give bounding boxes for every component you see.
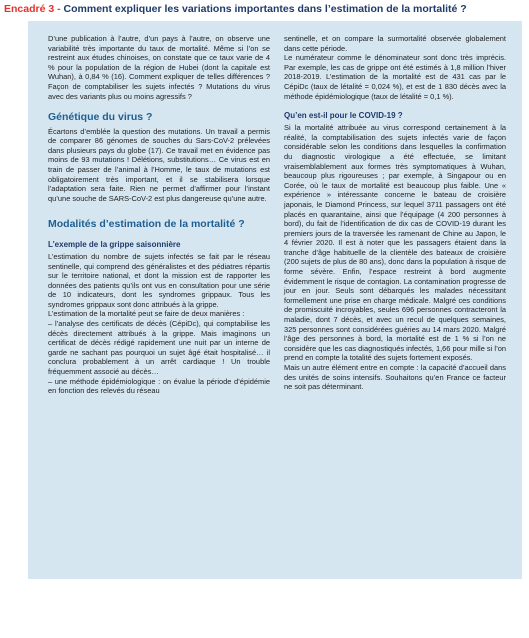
flu-paragraph-4: – une méthode épidémiologique : on évalue la période d’épidémie en fonction des relevés du réseau: [48, 376, 270, 396]
box-header: [0, 0, 529, 18]
left-column: [48, 34, 270, 396]
genetic-paragraph: Écartons d’emblée la question des mutations. Un travail a permis de comparer 86 génomes de souches du Sars-CoV-2 prélevées dans plusieurs pays du globe (17). Ce travail met en évidence pas moins de 93 mutations ! Délétions, substitutions… Ce virus est en train de passer de l’animal à l’Homme, le taux de mutations est obligatoirement très important, et il se stabilisera lorsque l’adaptation sera faite. Rien ne permet d’affirmer pour l’instant qu’une souche de SARS-CoV-2 est plus dangereuse qu’une autre.: [48, 126, 270, 203]
heading-covid: Qu’en est-il pour le COVID-19 ?: [284, 111, 403, 121]
flu-continued-1: sentinelle, et on compare la surmortalité observée globalement dans cette période.: [284, 34, 506, 53]
covid-paragraph-2: Mais un autre élément entre en compte : la capacité d’accueil dans des unités de soins intensifs. Souhaitons qu’en France ce facteur ne soit pas déterminant.: [284, 363, 506, 392]
flu-paragraph-1: L’estimation du nombre de sujets infectés se fait par le réseau sentinelle, qui comprend des généralistes et des pédiatres répartis sur le territoire national, et dont la mission est de rapporter les données des patients qu’ils ont vus en consultation pour une série de 10 indicateurs, dont les syndromes grippaux. Tous les syndromes grippaux sont donc attribués à la grippe.: [48, 251, 270, 309]
two-columns: [48, 34, 506, 396]
right-column: [284, 34, 506, 396]
box-label: Encadré 3 -: [4, 3, 61, 15]
heading-flu: L’exemple de la grippe saisonnière: [48, 239, 181, 249]
intro-paragraph: D’une publication à l’autre, d’un pays à l’autre, on observe une variabilité très importante du taux de mortalité. Même si l’on se restreint aux études chinoises, on constate que ce taux varie de 4 % pour la population de la région de Hubei (dont la capitale est Wuhan), à 0,84 % (16). Comment expliquer de telles différences ? Façon de comptabiliser les sujets infectés ? Mutations du virus avec des variants plus ou moins agressifs ?: [48, 34, 270, 101]
heading-methods: Modalités d’estimation de la mortalité ?: [48, 218, 245, 231]
heading-genetic: Génétique du virus ?: [48, 111, 153, 124]
flu-continued-2: Le numérateur comme le dénominateur sont donc très imprécis. Par exemple, les cas de grippe ont été estimés à 1,8 million l’hiver 2018-2019. L’estimation de la mortalité est de 431 cas par le CépiDc (taux de létalité = 0,024 %), et est de 1 830 décès avec la méthode épidémiologique (taux de létalité = 0,1 %).: [284, 53, 506, 101]
flu-paragraph-2: L’estimation de la mortalité peut se faire de deux manières :: [48, 309, 245, 319]
flu-paragraph-3: – l’analyse des certificats de décès (CépiDc), qui comptabilise les décès directement attribués à la grippe. Mais imaginons un certificat de décès rédigé rapidement une nuit par un interne de garde ne sachant pas pourquoi un sujet âgé était hospitalisé… il conclura probablement à un arrêt cardiaque ! Un trouble fréquemment associé au décès…: [48, 319, 270, 377]
covid-paragraph-1: Si la mortalité attribuée au virus correspond certainement à la réalité, la comptabilisation des sujets infectés varie de façon considérable selon les conditions dans lesquelles la confirmation du diagnostic virologique a été effectuée, se limitant vraisemblablement aux formes très symptomatiques à Wuhan, beaucoup plus rigoureuses ; par exemple, à Singapour ou en Corée, où le taux de mortalité est beaucoup plus faible. Une « expérience » intéressante concerne le bateau de croisière japonais, le Diamond Princess, sur lequel 3711 passagers ont été placés en quarantaine, ainsi que l’équipage (4 200 personnes à bord), du fait de l’identification de dix cas de COVID-19 durant les premiers jours de la traversée les ramenant de Chine au Japon, le 4 février 2020. Il est à noter que les passagers étaient dans la tranche d’âge habituelle de la clientèle des bateaux de croisière (200 sujets de plus de 80 ans), donc dans la population à risque de forme sévère. Enfin, l’espace restreint à bord augmente évidemment le risque de contagion. La contamination progresse de jour en jour. Seuls sont débarqués les malades nécessitant formellement une prise en charge médicale. Malgré ces conditions de promiscuité incroyables, seules 696 personnes contracteront la maladie, dont 7 décès, et avec un recul de quelques semaines, 325 personnes sont considérées guéries au 14 mars 2020. Malgré l’âge des personnes à bord, la mortalité est de 1 % si l’on ne considère que les cas diagnostiqués infectés, 1,66 pour mille si l’on prend en compte la totalité des sujets fortement exposés.: [284, 123, 506, 363]
info-box: [28, 21, 522, 579]
box-title: Comment expliquer les variations importantes dans l’estimation de la mortalité ?: [63, 3, 467, 15]
